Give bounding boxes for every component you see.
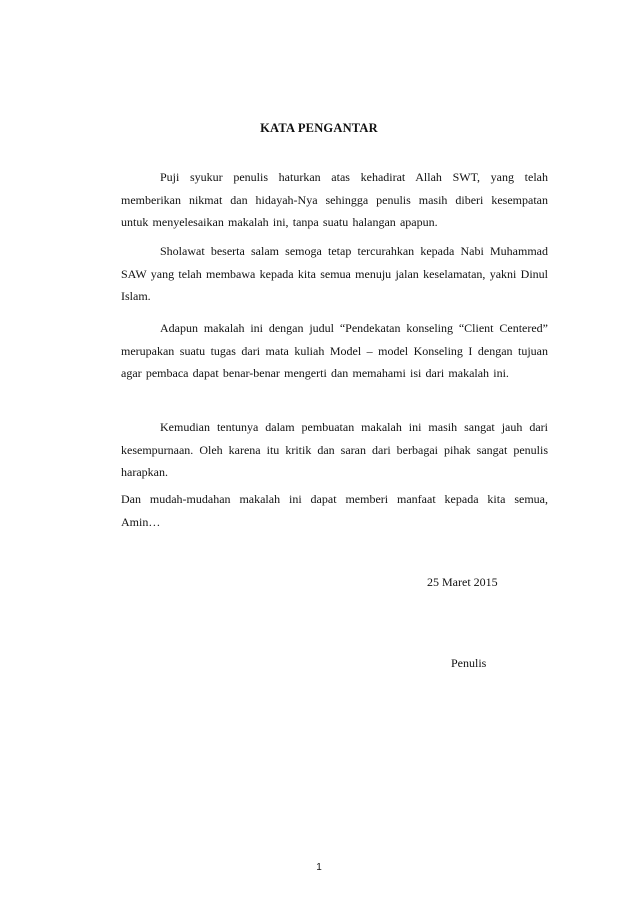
paragraph-opening: Puji syukur penulis haturkan atas kehadirat Allah SWT, yang telah memberikan nikmat dan hidayah-Nya sehingga penulis masih diberi kesempatan untuk menyelesaikan makalah ini, tanpa suatu halangan apapun. bbox=[121, 170, 548, 230]
page-number: 1 bbox=[316, 862, 322, 873]
author-signature: Penulis bbox=[451, 656, 487, 670]
paragraph-sholawat: Sholawat beserta salam semoga tetap tercurahkan kepada Nabi Muhammad SAW yang telah membawa kepada kita semua menuju jalan keselamatan, yakni Dinul Islam. bbox=[121, 244, 548, 304]
paragraph-limitations: Kemudian tentunya dalam pembuatan makalah ini masih sangat jauh dari kesempurnaan. Oleh karena itu kritik dan saran dari berbagai pihak sangat penulis harapkan. bbox=[121, 420, 548, 480]
paragraph-closing: Dan mudah-mudahan makalah ini dapat memberi manfaat kepada kita semua, Amin… bbox=[121, 492, 548, 529]
document-title: KATA PENGANTAR bbox=[260, 121, 378, 135]
document-date: 25 Maret 2015 bbox=[427, 575, 498, 589]
paragraph-purpose: Adapun makalah ini dengan judul “Pendekatan konseling “Client Centered” merupakan suatu tugas dari mata kuliah Model – model Konseling I dengan tujuan agar pembaca dapat benar-benar mengerti dan memahami isi dari makalah ini. bbox=[121, 321, 548, 381]
